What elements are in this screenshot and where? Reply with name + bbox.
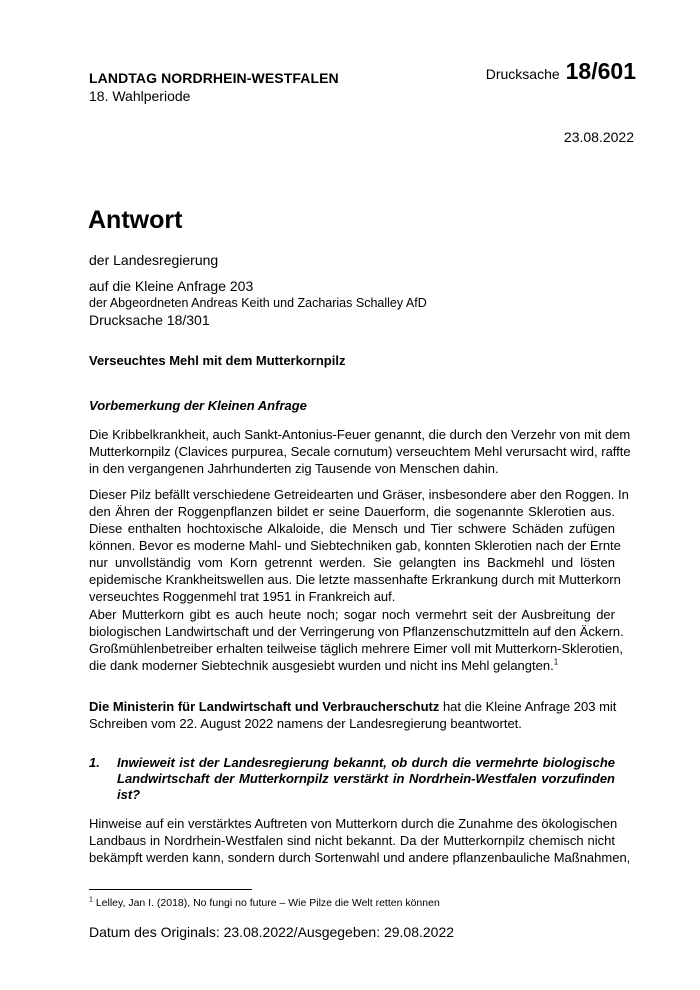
paragraph-1-line: in den vergangenen Jahrhunderten zig Tausende von Menschen dahin. (89, 461, 499, 476)
paragraph-3-line: biologischen Landwirtschaft und der Verringerung von Pflanzenschutzmitteln auf den Äckern. (89, 624, 624, 639)
vorbemerkung-heading: Vorbemerkung der Kleinen Anfrage (89, 398, 307, 413)
footnote-separator (89, 889, 252, 890)
topic-heading: Verseuchtes Mehl mit dem Mutterkornpilz (89, 353, 346, 368)
answer-intro-rest: hat die Kleine Anfrage 203 mit (439, 699, 617, 714)
legislative-period: 18. Wahlperiode (89, 88, 191, 104)
parliament-name: LANDTAG NORDRHEIN-WESTFALEN (89, 70, 339, 86)
answer-1-line: Hinweise auf ein verstärktes Auftreten von Mutterkorn durch die Zunahme des ökologischen (89, 816, 618, 831)
paragraph-3-line: Aber Mutterkorn gibt es auch heute noch; sogar noch vermehrt seit der Ausbreitung der (89, 607, 615, 622)
document-title: Antwort (88, 206, 183, 234)
paragraph-answer-intro (89, 698, 615, 732)
paragraph-2-line: Diese enthalten hochtoxische Alkaloide, die Mensch und Tier schwere Schäden zufügen (89, 521, 615, 536)
footnote (89, 897, 440, 909)
footnote-mark: 1 (89, 896, 93, 904)
paragraph-2-line: den Ähren der Roggenpflanzen bildet er seine Dauerform, die sogenannte Sklerotien aus. (89, 504, 615, 519)
ministry-name: Die Ministerin für Landwirtschaft und Verbraucherschutz (89, 699, 440, 714)
intro-line-1: der Landesregierung (89, 252, 219, 268)
paragraph-3-line-last (89, 657, 615, 674)
paragraph-2-line: Dieser Pilz befällt verschiedene Getreidearten und Gräser, insbesondere aber den Roggen. In (89, 487, 629, 502)
paragraph-1-line: Die Kribbelkrankheit, auch Sankt-Antonius-Feuer genannt, die durch den Verzehr von mit dem (89, 427, 631, 442)
paragraph-3-line-text: die dank moderner Siebtechnik ausgesiebt wurden und nicht ins Mehl gelangten. (89, 658, 554, 673)
intro-line-2: auf die Kleine Anfrage 203 (89, 278, 254, 294)
answer-1 (89, 815, 631, 866)
answer-1-line: bekämpft werden kann, sondern durch Sortenwahl und andere pflanzenbauliche Maßnahmen, (89, 850, 631, 865)
footnote-text: Lelley, Jan I. (2018), No fungi no future – Wie Pilze die Welt retten können (92, 897, 440, 909)
drucksache-number: 18/601 (565, 58, 636, 84)
paragraph-2-line: verseuchtes Roggenmehl trat 1951 in Frankreich auf. (89, 589, 396, 604)
header-left (89, 70, 339, 104)
paragraph-2-line: können. Bevor es moderne Mahl- und Siebtechniken gab, konnten Sklerotien nach der Ernte (89, 538, 621, 553)
paragraph-2-line: epidemische Krankheitswellen aus. Die letzte massenhafte Erkrankung durch mit Mutterkorn (89, 572, 621, 587)
paragraph-2-line: nur unvollständig vom Korn getrennt werden. Sie gelangten ins Backmehl und lösten (89, 555, 615, 570)
paragraph-2 (89, 486, 629, 605)
question-1-text (117, 755, 615, 803)
document-date: 23.08.2022 (563, 129, 634, 145)
intro-line-3: der Abgeordneten Andreas Keith und Zacharias Schalley AfD (89, 296, 427, 310)
publication-dates: Datum des Originals: 23.08.2022/Ausgegeben: 29.08.2022 (89, 924, 455, 940)
question-1-line: ist? (117, 787, 141, 802)
answer-intro-line-2: Schreiben vom 22. August 2022 namens der Landesregierung beantwortet. (89, 716, 522, 731)
answer-intro-line-1 (89, 698, 615, 715)
paragraph-3-line: Großmühlenbetreiber erhalten teilweise täglich mehrere Eimer voll mit Mutterkorn-Sklerotien, (89, 641, 623, 656)
footnote-reference[interactable]: 1 (553, 657, 559, 667)
answer-1-line: Landbaus in Nordrhein-Westfalen sind nicht bekannt. Da der Mutterkornpilz chemisch nicht (89, 833, 615, 848)
document-number-block (486, 58, 636, 85)
intro-block (89, 252, 427, 329)
intro-line-4: Drucksache 18/301 (89, 312, 210, 328)
paragraph-1-line: Mutterkornpilz (Clavices purpurea, Secale cornutum) verseuchtem Mehl verursacht wird, raffte (89, 444, 631, 459)
paragraph-1 (89, 426, 631, 477)
paragraph-3 (89, 606, 624, 674)
drucksache-label: Drucksache (485, 66, 560, 82)
question-1-line: Inwieweit ist der Landesregierung bekannt, ob durch die vermehrte biologische (117, 755, 615, 770)
question-1-line: Landwirtschaft der Mutterkornpilz verstärkt in Nordrhein-Westfalen vorzufinden (117, 771, 615, 786)
question-1-number: 1. (89, 755, 100, 770)
